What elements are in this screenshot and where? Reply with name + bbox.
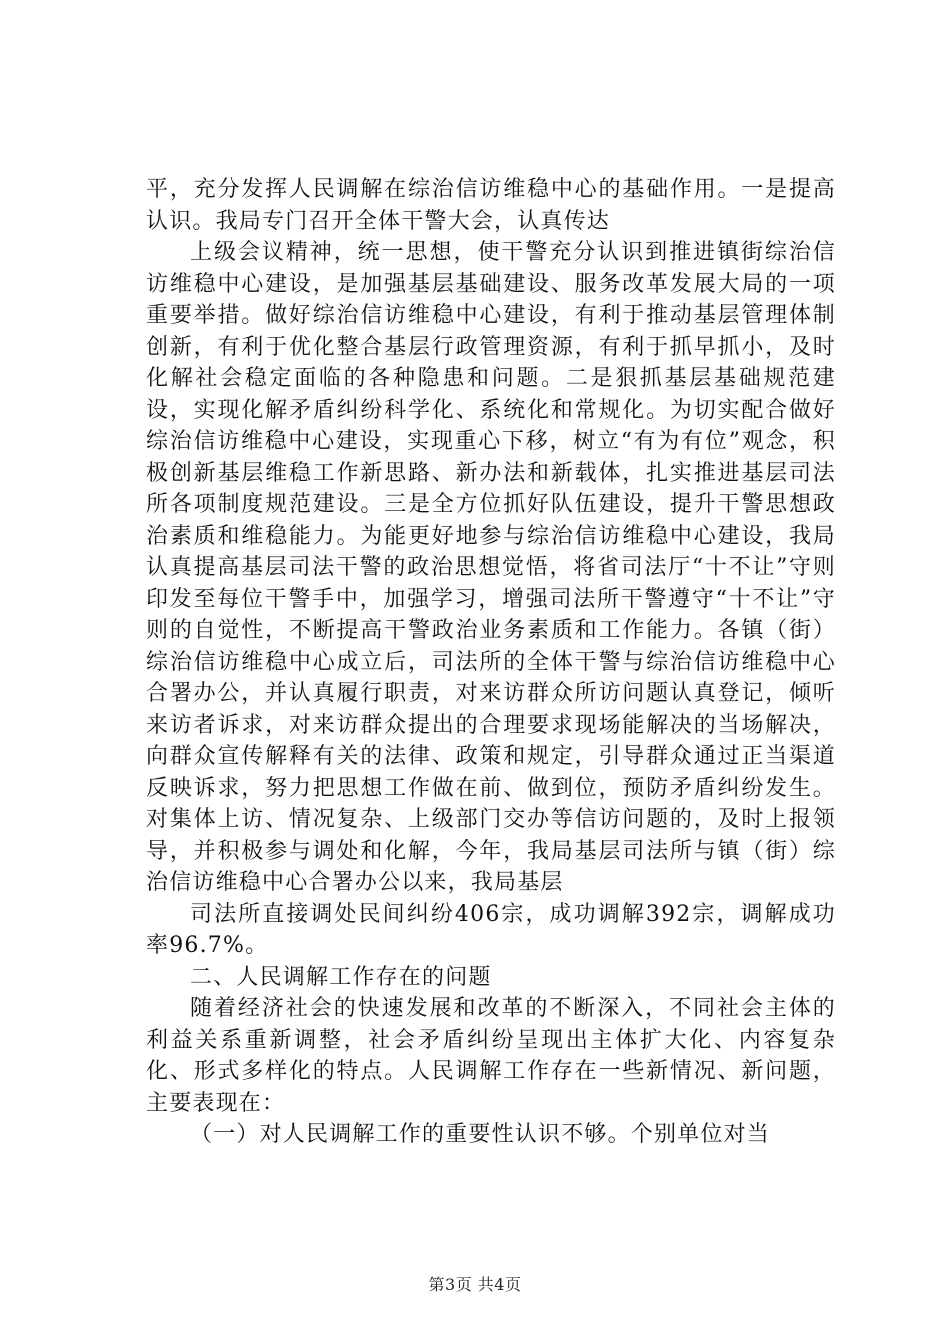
page-footer: 第3页 共4页 bbox=[428, 1275, 522, 1294]
paragraph-main: 上级会议精神，统一思想，使干警充分认识到推进镇街综治信访维稳中心建设，是加强基层基础建设、服务改革发展大局的一项重要举措。做好综治信访维稳中心建设，有利于推动基层管理体制创新，有利于优化整合基层行政管理资源，有利于抓早抓小，及时化解社会稳定面临的各种隐患和问题。二是狠抓基层基础规范建设，实现化解矛盾纠纷科学化、系统化和常规化。为切实配合做好综治信访维稳中心建设，实现重心下移，树立“有为有位”观念，积极创新基层维稳工作新思路、新办法和新载体，扎实推进基层司法所各项制度规范建设。三是全方位抓好队伍建设，提升干警思想政治素质和维稳能力。为能更好地参与综治信访维稳中心建设，我局认真提高基层司法干警的政治思想觉悟，将省司法厅“十不让”守则印发至每位干警手中，加强学习，增强司法所干警遵守“十不让”守则的自觉性，不断提高干警政治业务素质和工作能力。各镇（街）综治信访维稳中心成立后，司法所的全体干警与综治信访维稳中心合署办公，并认真履行职责，对来访群众所访问题认真登记，倾听来访者诉求，对来访群众提出的合理要求现场能解决的当场解决，向群众宣传解释有关的法律、政策和规定，引导群众通过正当渠道反映诉求，努力把思想工作做在前、做到位，预防矛盾纠纷发生。对集体上访、情况复杂、上级部门交办等信访问题的，及时上报领导，并积极参与调处和化解，今年，我局基层司法所与镇（街）综治信访维稳中心合署办公以来，我局基层 bbox=[146, 240, 836, 895]
paragraph-subsection-one: （一）对人民调解工作的重要性认识不够。个别单位对当 bbox=[190, 1122, 771, 1147]
paragraph-statistics: 司法所直接调处民间纠纷406宗，成功调解392宗，调解成功率96.7%。 bbox=[146, 901, 836, 958]
document-body bbox=[146, 174, 836, 1151]
paragraph-problems-intro: 随着经济社会的快速发展和改革的不断深入，不同社会主体的利益关系重新调整，社会矛盾纠纷呈现出主体扩大化、内容复杂化、形式多样化的特点。人民调解工作存在一些新情况、新问题，主要表现在： bbox=[146, 996, 836, 1116]
section-heading: 二、人民调解工作存在的问题 bbox=[190, 964, 492, 990]
paragraph-continuation: 平，充分发挥人民调解在综治信访维稳中心的基础作用。一是提高认识。我局专门召开全体干警大会，认真传达 bbox=[146, 177, 836, 234]
